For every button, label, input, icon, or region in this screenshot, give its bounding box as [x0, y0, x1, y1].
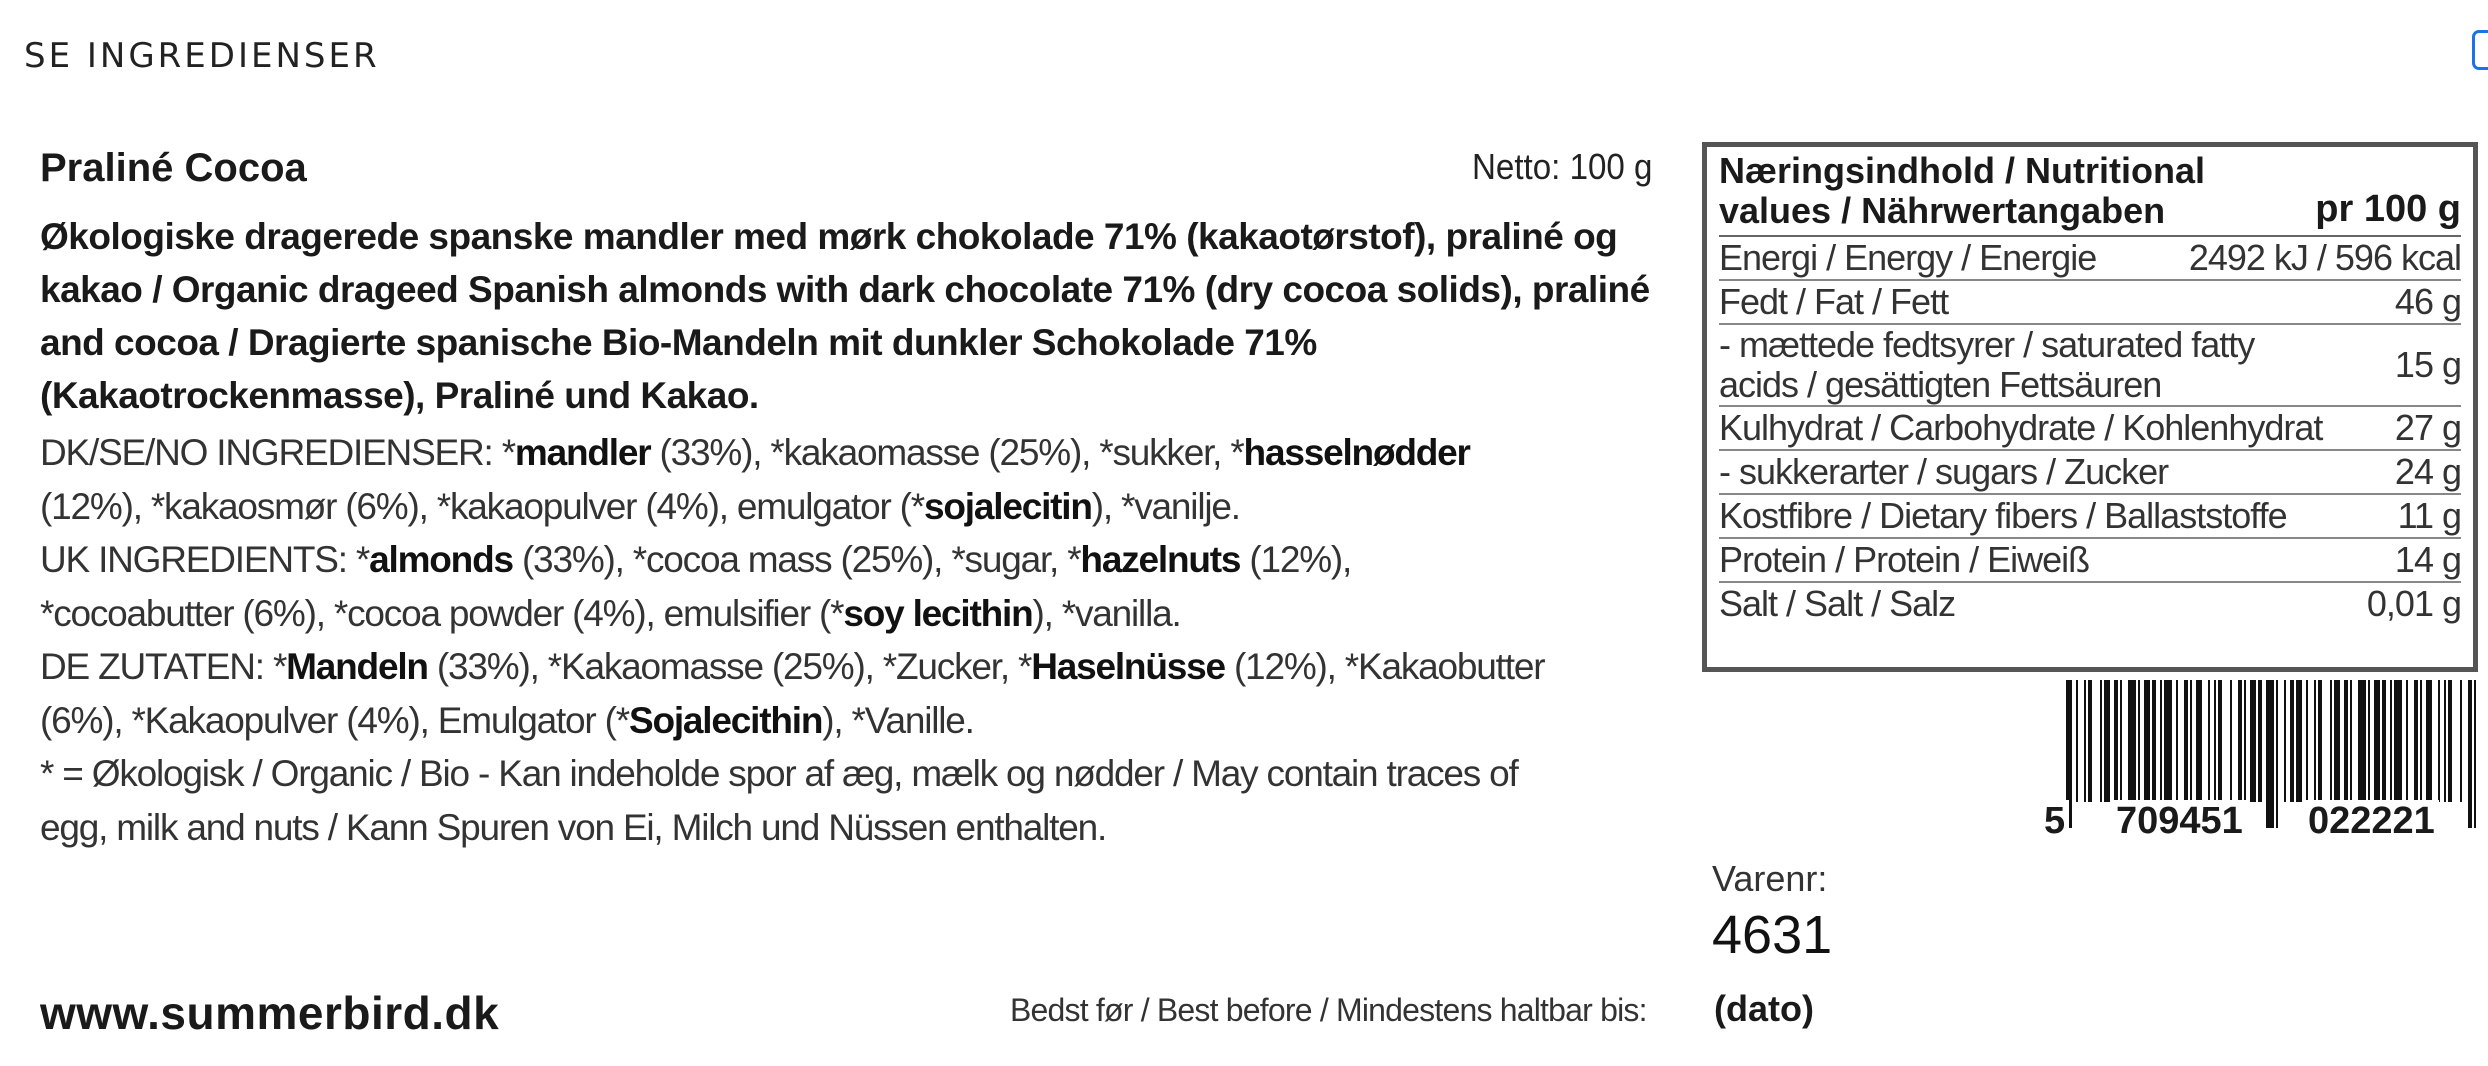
barcode-bar: [2406, 680, 2408, 802]
nutrition-row: Energi / Energy / Energie 2492 kJ / 596 kcal: [1719, 237, 2461, 281]
barcode-bar: [2390, 680, 2392, 802]
corner-button[interactable]: [2472, 30, 2488, 70]
barcode-bar: [2104, 680, 2110, 802]
ingredients-uk-line-2: *cocoabutter (6%), *cocoa powder (4%), emulsifier (*soy lecithin), *vanilla.: [40, 592, 1181, 634]
barcode-bar: [2114, 680, 2118, 802]
barcode-bar: [2344, 680, 2348, 802]
allergen-soy-de: Sojalecithin: [628, 699, 823, 741]
barcode-bar: [2084, 680, 2086, 802]
nutrition-row: - sukkerarter / sugars / Zucker 24 g: [1719, 451, 2461, 495]
barcode-bar: [2444, 680, 2446, 802]
ingredients-block: [40, 426, 1700, 854]
barcode-bar: [2438, 680, 2440, 802]
barcode-bar: [2100, 680, 2102, 802]
barcode-bar: [2374, 680, 2380, 802]
net-weight: Netto: 100 g: [1472, 146, 1653, 187]
barcode-bar: [2296, 680, 2302, 802]
nutrition-row: Fedt / Fat / Fett 46 g: [1719, 281, 2461, 325]
nutrition-row: Salt / Salt / Salz 0,01 g: [1719, 583, 2461, 624]
best-before-value: (dato): [1714, 988, 1814, 1029]
ingredients-dk-line-2: (12%), *kakaosmør (6%), *kakaopulver (4%), emulgator (*sojalecitin), *vanilje.: [40, 485, 1240, 527]
barcode-bar: [2350, 680, 2352, 802]
barcode-bar: [2330, 680, 2332, 802]
barcode-bar: [2138, 680, 2140, 802]
barcode-bar: [2358, 680, 2366, 802]
nutrition-title: Næringsindhold / Nutritional values / Nährwertangaben: [1719, 150, 2205, 231]
ingredients-dk-line-1: DK/SE/NO INGREDIENSER: *mandler (33%), *kakaomasse (25%), *sukker, *hasselnødder: [40, 432, 1470, 473]
barcode-bar: [2214, 680, 2216, 802]
barcode-bar: [2368, 680, 2370, 802]
ingredients-de-line-1: DE ZUTATEN: *Mandeln (33%), *Kakaomasse (25%), *Zucker, *Haselnüsse (12%), *Kakaobutter: [40, 646, 1545, 687]
best-before-label: Bedst før / Best before / Mindestens haltbar bis:: [1010, 992, 1647, 1028]
barcode-bar: [2244, 680, 2246, 802]
nutrition-row: - mættede fedtsyrer / saturated fatty acids / gesättigten Fettsäuren 15 g: [1719, 324, 2461, 405]
barcode-bar: [2076, 680, 2078, 802]
footnote-line-1: * = Økologisk / Organic / Bio - Kan indeholde spor af æg, mælk og nødder / May contain traces of: [40, 753, 1518, 794]
barcode-bar: [2460, 680, 2462, 802]
barcode-bar: [2306, 680, 2308, 802]
barcode-bar: [2414, 680, 2418, 802]
barcode-bar: [2250, 680, 2256, 802]
ingredients-de-line-2: (6%), *Kakaopulver (4%), Emulgator (*Sojalecithin), *Vanille.: [40, 699, 974, 741]
barcode-bar: [2314, 680, 2316, 802]
barcode-bar: [2258, 680, 2262, 802]
barcode-bar: [2120, 680, 2122, 802]
barcode-bar: [2196, 680, 2202, 802]
barcode-bar: [2218, 680, 2222, 802]
barcode-bar: [2284, 680, 2286, 802]
barcode-bar: [2468, 680, 2472, 828]
barcode-bar: [2238, 680, 2242, 802]
barcode-bar: [2164, 680, 2172, 802]
website-link[interactable]: www.summerbird.dk: [40, 987, 500, 1039]
barcode-digit-first: 5: [2040, 800, 2069, 843]
allergen-soy-uk: soy lecithin: [843, 592, 1033, 634]
page-title: SE INGREDIENSER: [24, 36, 380, 76]
barcode-bar: [2290, 680, 2294, 802]
barcode-bar: [2160, 680, 2162, 802]
allergen-almonds-dk: mandler: [514, 432, 651, 473]
barcode-bar: [2394, 680, 2402, 802]
barcode-digits-left: 709451: [2112, 800, 2247, 843]
barcode-bar: [2334, 680, 2340, 802]
barcode-bar: [2420, 680, 2422, 802]
barcode-bar: [2208, 680, 2210, 802]
barcode-bar: [2176, 680, 2178, 802]
allergen-hazelnuts-uk: hazelnuts: [1080, 539, 1241, 580]
allergen-hazelnuts-de: Haselnüsse: [1031, 646, 1225, 687]
allergen-almonds-de: Mandeln: [286, 646, 428, 687]
nutrition-row: Kulhydrat / Carbohydrate / Kohlenhydrat 27 g: [1719, 407, 2461, 451]
barcode-bar: [2230, 680, 2232, 802]
nutrition-row: Kostfibre / Dietary fibers / Ballaststoffe 11 g: [1719, 495, 2461, 539]
barcode-bar: [2152, 680, 2156, 802]
barcode-bar: [2128, 680, 2136, 802]
nutrition-header: [1719, 151, 2461, 237]
barcode-bar: [2474, 680, 2476, 828]
allergen-almonds-uk: almonds: [369, 539, 513, 580]
ingredients-uk-line-1: UK INGREDIENTS: *almonds (33%), *cocoa mass (25%), *sugar, *hazelnuts (12%),: [40, 539, 1352, 580]
barcode-bar: [2426, 680, 2432, 802]
barcode-bar: [2448, 680, 2452, 802]
barcode-bar: [2266, 680, 2274, 828]
product-label: [0, 140, 2488, 1066]
product-description: Økologiske dragerede spanske mandler med mørk chokolade 71% (kakaotørstof), praliné og kakao / Organic drageed Spanish almonds with dark chocolate 71% (dry cocoa solids), praliné and cocoa / Dragierte spanische Bio-Mandeln mit dunkler Schokolade 71% (Kakaotrockenmasse), Praliné und Kakao.: [40, 216, 1650, 416]
barcode-bar: [2190, 680, 2192, 802]
barcode-digits-right: 022221: [2304, 800, 2439, 843]
allergen-soy-dk: sojalecitin: [924, 485, 1092, 527]
product-name: Praliné Cocoa: [40, 146, 307, 190]
item-number: 4631: [1712, 905, 1833, 965]
item-number-label: Varenr:: [1712, 858, 1828, 899]
barcode-bar: [2276, 680, 2278, 828]
footnote-line-2: egg, milk and nuts / Kann Spuren von Ei, Milch und Nüssen enthalten.: [40, 806, 1107, 848]
nutrition-row: Protein / Protein / Eiweiß 14 g: [1719, 539, 2461, 583]
nutrition-unit: pr 100 g: [2315, 188, 2461, 230]
barcode-bar: [2382, 680, 2386, 802]
barcode-bar: [2088, 680, 2092, 802]
barcode-bar: [2318, 680, 2322, 802]
barcode-bar: [2144, 680, 2150, 802]
nutrition-table: [1702, 142, 2478, 672]
allergen-hazelnuts-dk: hasselnødder: [1243, 432, 1470, 473]
barcode-bar: [2184, 680, 2188, 802]
